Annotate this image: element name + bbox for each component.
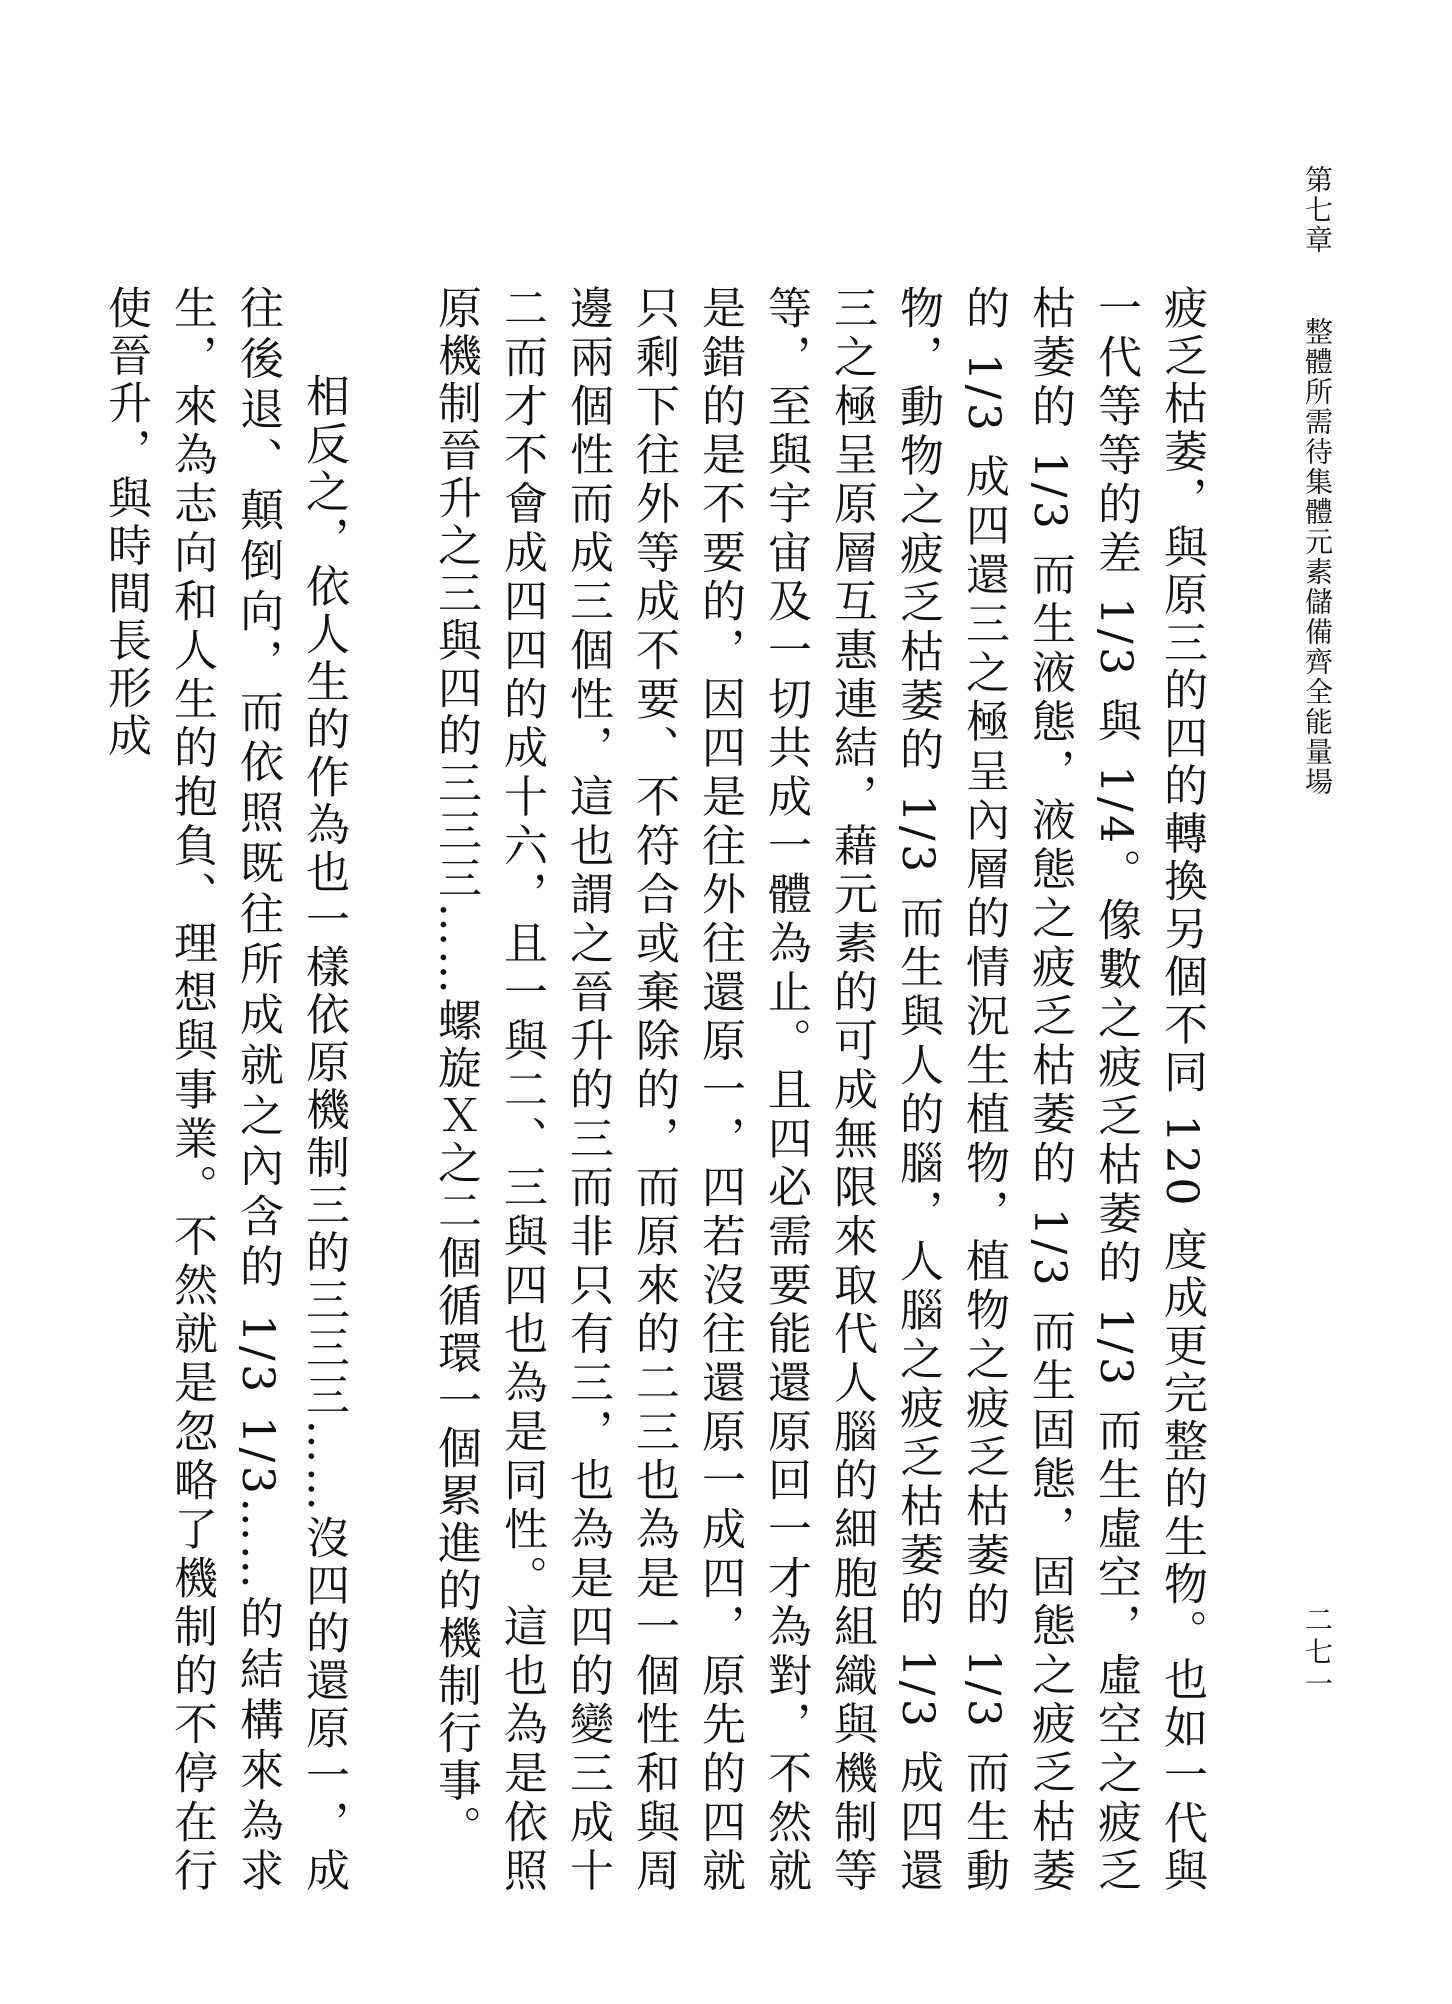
- paragraph-1: 疲乏枯萎，與原三的四的轉換另個不同 120 度成更完整的生物。也如一代與一代等等的差 1/3 與 1/4。像數之疲乏枯萎的 1/3 而生虛空，虛空之疲乏枯萎的 1/3 而生液態，液態之疲乏枯萎的 1/3 而生固態，固態之疲乏枯萎的 1/3 成四還三之極呈內層的情況生植物，植物之疲乏枯萎的 1/3 而生動物，動物之疲乏枯萎的 1/3 而生與人的腦，人腦之疲乏枯萎的 1/3 成四還三之極呈原層互惠連結，藉元素的可成無限來取代人腦的細胞組織與機制等等，至與宇宙及一切共成一體為止。且四必需要能還原回一才為對，不然就是錯的是不要的，因四是往外往還原一，四若沒往還原一成四，原先的四就只剩下往外等成不要、不符合或棄除的，而原來的二三也為是一個性和與周邊兩個性而成三個性，這也謂之晉升的三而非只有三，也為是四的變三成十二而才不會成四四的成十六，且一與二、三與四也為是同性。這也為是依照原機制晉升之三與四的三三三……螺旋Ｘ之二個循環一個累進的機制行事。: [430, 285, 1207, 1895]
- running-header: [1297, 165, 1337, 797]
- page-number: 二七一: [1301, 1605, 1334, 1701]
- body-text: [100, 285, 1214, 1895]
- paragraph-2: 相反之，依人生的作為也一樣依原機制三的三三三……沒四的還原一，成往後退、顛倒向，而依照既往所成就之內含的 1/3 1/3……的結構來為求生，來為志向和人生的抱負、理想與事業。不然就是忽略了機制的不停在行使晉升，與時間長形成: [100, 285, 349, 1895]
- chapter-title: 整體所需待集體元素儲備齊全能量場: [1301, 317, 1334, 797]
- chapter-label: 第七章: [1301, 165, 1334, 255]
